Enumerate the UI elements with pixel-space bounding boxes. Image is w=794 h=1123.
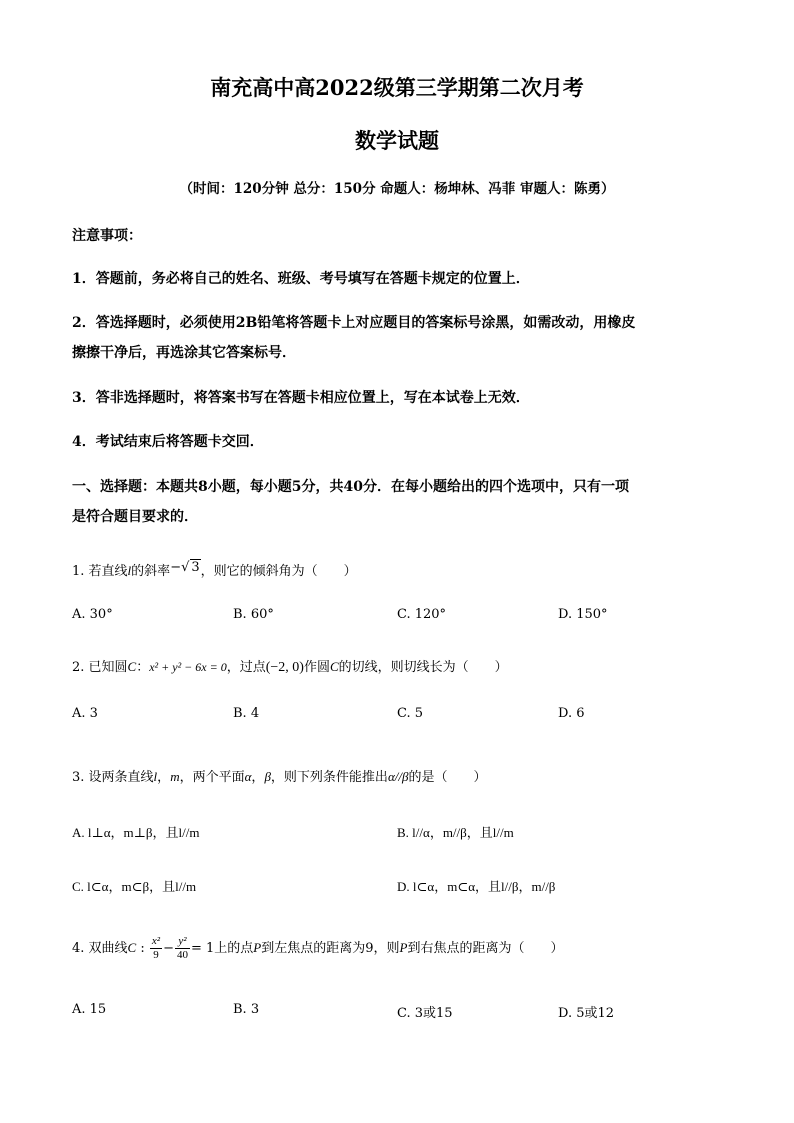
q2-text-pre: 2. 已知圆 [72,660,128,675]
q1-option-d: D. 150° [558,607,608,622]
q4-option-b: B. 3 [233,1002,260,1017]
q3-sep-2: ， [251,770,265,785]
q4-curve-var: C [127,940,137,955]
q2-colon: ： [136,660,150,675]
q1-option-c: C. 120° [397,607,447,622]
q2-text-post: 的切线，则切线长为（ ） [338,660,508,675]
q4-option-a: A. 15 [72,1002,107,1017]
q3-sep-1: ， [157,770,171,785]
q2-circle-equation: x² + y² − 6x = 0 [149,660,227,674]
q3-option-b: B. l//α，m//β，且l//m [397,825,514,840]
q4-text-mid: 上的点 [214,941,254,956]
q4-option-c: C. 3或15 [397,1006,453,1021]
q4-frac2-numerator: y² [175,935,190,949]
notice-item-1: 1．答题前，务必将自己的姓名、班级、考号填写在答题卡规定的位置上． [72,271,530,287]
q1-text-post: ，则它的倾斜角为（ ） [200,564,357,579]
q2-option-b: B. 4 [233,706,260,721]
q3-option-a: A. l⊥α，m⊥β，且l//m [72,825,200,840]
q4-equals-one: = 1 [190,941,215,956]
q2-option-a: A. 3 [72,706,98,721]
q4-text-pre: 4. 双曲线 [72,941,128,956]
q4-frac1-numerator: x² [151,935,161,947]
q3-text-pre: 3. 设两条直线 [72,770,154,785]
q2-circle-var-2: C [329,659,339,674]
question-4 [72,935,563,962]
q3-text-mid2: ，则下列条件能推出 [270,770,388,785]
section-heading-line1: 一、选择题：本题共8小题，每小题5分，共40分．在每小题给出的四个选项中，只有一项 [72,479,629,495]
exam-title: 南充高中高2022级第三学期第二次月考 [210,75,584,100]
question-3 [72,766,486,785]
q1-option-a: A. 30° [72,607,113,622]
q4-fraction-2 [175,935,190,962]
notice-item-2-cont: 擦擦干净后，再选涂其它答案标号． [72,345,296,361]
q2-circle-var: C [127,659,137,674]
q1-text-pre: 1. 若直线 [72,564,128,579]
q4-text-post: 到右焦点的距离为（ ） [407,941,564,956]
q1-line-var: l [127,563,132,578]
q1-slope-sign: − [170,560,182,575]
q4-point-p: P [253,940,262,955]
q3-plane-alpha: α [244,769,252,784]
q1-option-b: B. 60° [233,607,274,622]
q4-fraction-1 [150,935,162,962]
question-1 [72,560,357,579]
q2-option-d: D. 6 [558,706,585,721]
subject-title: 数学试题 [355,128,439,153]
question-2 [72,656,508,676]
notice-heading: 注意事项： [72,228,142,244]
q3-line-m: m [170,769,180,784]
q1-slope-root: 3 [191,560,200,575]
notice-item-4: 4．考试结束后将答题卡交回． [72,434,264,450]
q3-text-post: 的是（ ） [408,770,487,785]
q2-text-mid: ，过点 [226,660,266,675]
q3-option-d: D. l⊂α，m⊂α，且l//β，m//β [397,879,556,894]
section-heading-line2: 是符合题目要求的． [72,509,198,525]
q2-text-mid2: 作圆 [303,660,330,675]
q2-point: (−2, 0) [265,660,304,675]
q3-conclusion: α//β [387,769,409,784]
q4-frac2-denominator: 40 [176,949,188,961]
q4-minus: − [163,941,174,956]
q4-option-d: D. 5或12 [558,1006,615,1021]
q4-point-p-2: P [399,940,408,955]
q4-colon: : [136,941,149,956]
q3-plane-beta: β [264,769,271,784]
notice-item-2: 2．答选择题时，必须使用2B铅笔将答题卡上对应题目的答案标号涂黑，如需改动，用橡皮 [72,315,636,331]
exam-info: （时间：120分钟 总分：150分 命题人：杨坤林、冯菲 审题人：陈勇） [179,181,615,197]
q3-text-mid: ，两个平面 [179,770,245,785]
q3-line-l: l [153,769,158,784]
q1-text-mid: 的斜率 [131,564,171,579]
sqrt-sign-icon: √ [181,560,190,575]
q3-option-c: C. l⊂α，m⊂β，且l//m [72,879,197,894]
q4-frac1-denominator: 9 [153,949,159,961]
q4-text-mid2: 到左焦点的距离为9，则 [261,941,400,956]
q2-option-c: C. 5 [397,706,424,721]
notice-item-3: 3．答非选择题时，将答案书写在答题卡相应位置上，写在本试卷上无效． [72,390,530,406]
